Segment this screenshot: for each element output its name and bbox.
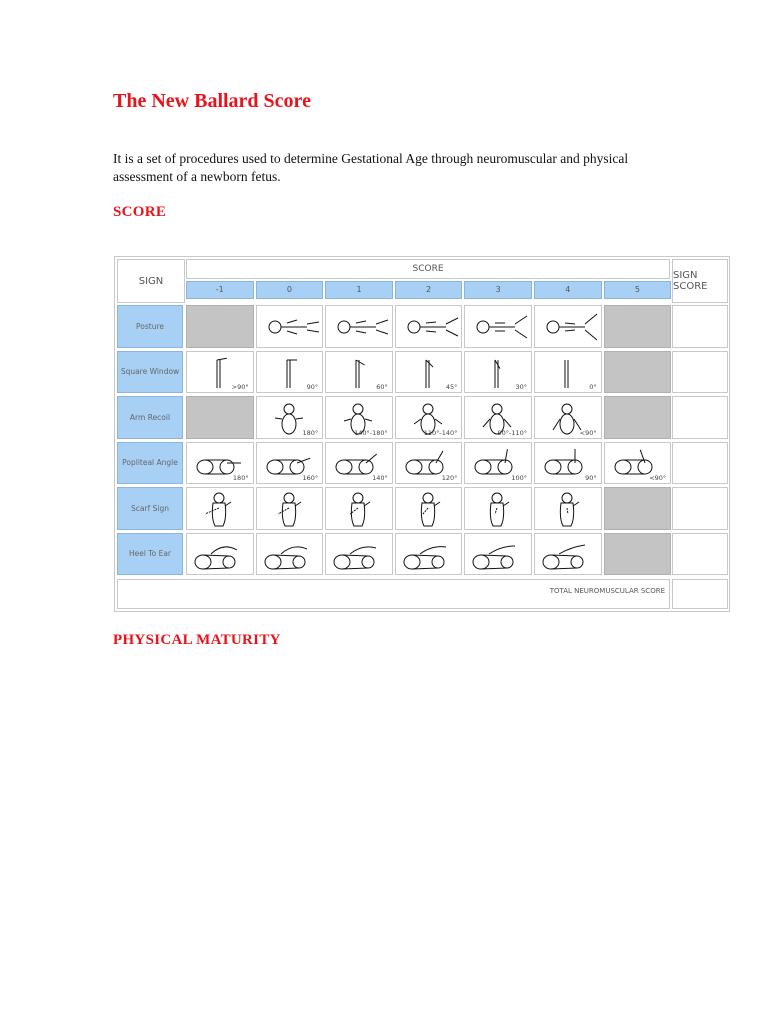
scarf-diagram-icon (257, 488, 325, 531)
popliteal-figure-cell[interactable] (325, 442, 393, 485)
score-column-header: 2 (395, 281, 463, 299)
posture-diagram-icon (465, 306, 533, 349)
scarf-figure-cell[interactable] (256, 487, 324, 530)
sign-score-cell[interactable] (672, 533, 728, 576)
section-heading-score: SCORE (113, 204, 167, 220)
score-column-header: 1 (325, 281, 393, 299)
unused-score-cell (186, 305, 254, 348)
recoil-figure-cell[interactable] (256, 396, 324, 439)
sign-label: Scarf Sign (117, 487, 183, 530)
unused-score-cell (604, 487, 672, 530)
scarf-figure-cell[interactable] (464, 487, 532, 530)
window-figure-cell[interactable] (325, 351, 393, 394)
angle-label: >90° (231, 383, 249, 391)
popliteal-figure-cell[interactable] (534, 442, 602, 485)
popliteal-figure-cell[interactable] (464, 442, 532, 485)
sign-score-cell[interactable] (672, 442, 728, 485)
sign-label: Popliteal Angle (117, 442, 183, 485)
scarf-diagram-icon (535, 488, 603, 531)
sign-score-cell[interactable] (672, 487, 728, 530)
angle-label: 110°-140° (423, 428, 458, 437)
heel-figure-cell[interactable] (186, 533, 254, 576)
score-column-header: 3 (464, 281, 532, 299)
total-score-cell[interactable] (672, 579, 728, 609)
angle-label: <90° (579, 428, 597, 437)
angle-label: 90°-110° (497, 428, 527, 437)
window-figure-cell[interactable] (256, 351, 324, 394)
section-heading-physical-maturity: PHYSICAL MATURITY (113, 632, 281, 648)
posture-diagram-icon (535, 306, 603, 349)
unused-score-cell (186, 396, 254, 439)
unused-score-cell (604, 351, 672, 394)
posture-diagram-icon (326, 306, 394, 349)
angle-label: 45° (445, 383, 458, 391)
ballard-score-table (114, 256, 730, 612)
window-figure-cell[interactable] (534, 351, 602, 394)
angle-label: 180° (232, 474, 249, 482)
angle-label: 160° (302, 474, 319, 482)
sign-label: Arm Recoil (117, 396, 183, 439)
intro-paragraph: It is a set of procedures used to determine Gestational Age through neuromuscular and physical assessment of a newborn fetus. (113, 151, 629, 184)
angle-label: 0° (589, 383, 597, 391)
heel-diagram-icon (257, 534, 325, 577)
sign-header: SIGN (117, 259, 185, 303)
posture-figure-cell[interactable] (534, 305, 602, 348)
sign-score-header: SIGN SCORE (672, 259, 728, 303)
total-neuromuscular-score-label: TOTAL NEUROMUSCULAR SCORE (117, 579, 670, 609)
posture-diagram-icon (396, 306, 464, 349)
heel-figure-cell[interactable] (256, 533, 324, 576)
window-figure-cell[interactable] (464, 351, 532, 394)
score-header: SCORE (186, 259, 670, 279)
angle-label: 90° (585, 474, 597, 482)
score-column-header: 0 (256, 281, 324, 299)
heel-diagram-icon (396, 534, 464, 577)
angle-label: 120° (441, 474, 458, 482)
sign-score-cell[interactable] (672, 396, 728, 439)
scarf-figure-cell[interactable] (186, 487, 254, 530)
heel-figure-cell[interactable] (464, 533, 532, 576)
heel-figure-cell[interactable] (395, 533, 463, 576)
angle-label: 140°-180° (354, 428, 388, 437)
popliteal-figure-cell[interactable] (604, 442, 672, 485)
window-figure-cell[interactable] (186, 351, 254, 394)
recoil-figure-cell[interactable] (325, 396, 393, 439)
sign-label: Square Window (117, 351, 183, 394)
scarf-figure-cell[interactable] (534, 487, 602, 530)
unused-score-cell (604, 305, 672, 348)
angle-label: 30° (515, 383, 527, 391)
scarf-diagram-icon (326, 488, 394, 531)
recoil-figure-cell[interactable] (534, 396, 602, 439)
heel-figure-cell[interactable] (325, 533, 393, 576)
recoil-figure-cell[interactable] (464, 396, 532, 439)
posture-figure-cell[interactable] (325, 305, 393, 348)
posture-figure-cell[interactable] (256, 305, 324, 348)
heel-diagram-icon (326, 534, 394, 577)
angle-label: <90° (649, 474, 667, 482)
sign-label: Heel To Ear (117, 533, 183, 576)
sign-score-cell[interactable] (672, 305, 728, 348)
scarf-figure-cell[interactable] (325, 487, 393, 530)
posture-diagram-icon (257, 306, 325, 349)
recoil-figure-cell[interactable] (395, 396, 463, 439)
heel-diagram-icon (465, 534, 533, 577)
angle-label: 180° (302, 428, 319, 437)
popliteal-figure-cell[interactable] (395, 442, 463, 485)
scarf-diagram-icon (187, 488, 255, 531)
scarf-diagram-icon (396, 488, 464, 531)
posture-figure-cell[interactable] (395, 305, 463, 348)
sign-label: Posture (117, 305, 183, 348)
window-figure-cell[interactable] (395, 351, 463, 394)
posture-figure-cell[interactable] (464, 305, 532, 348)
unused-score-cell (604, 533, 672, 576)
unused-score-cell (604, 396, 672, 439)
popliteal-figure-cell[interactable] (256, 442, 324, 485)
heel-diagram-icon (535, 534, 603, 577)
score-column-header: -1 (186, 281, 254, 299)
page-title: The New Ballard Score (113, 90, 311, 112)
angle-label: 60° (376, 383, 388, 391)
angle-label: 100° (511, 474, 527, 482)
angle-label: 90° (306, 383, 319, 391)
score-column-header: 5 (604, 281, 672, 299)
popliteal-figure-cell[interactable] (186, 442, 254, 485)
angle-label: 140° (372, 474, 388, 482)
scarf-figure-cell[interactable] (395, 487, 463, 530)
heel-diagram-icon (187, 534, 255, 577)
heel-figure-cell[interactable] (534, 533, 602, 576)
score-column-header: 4 (534, 281, 602, 299)
sign-score-cell[interactable] (672, 351, 728, 394)
scarf-diagram-icon (465, 488, 533, 531)
